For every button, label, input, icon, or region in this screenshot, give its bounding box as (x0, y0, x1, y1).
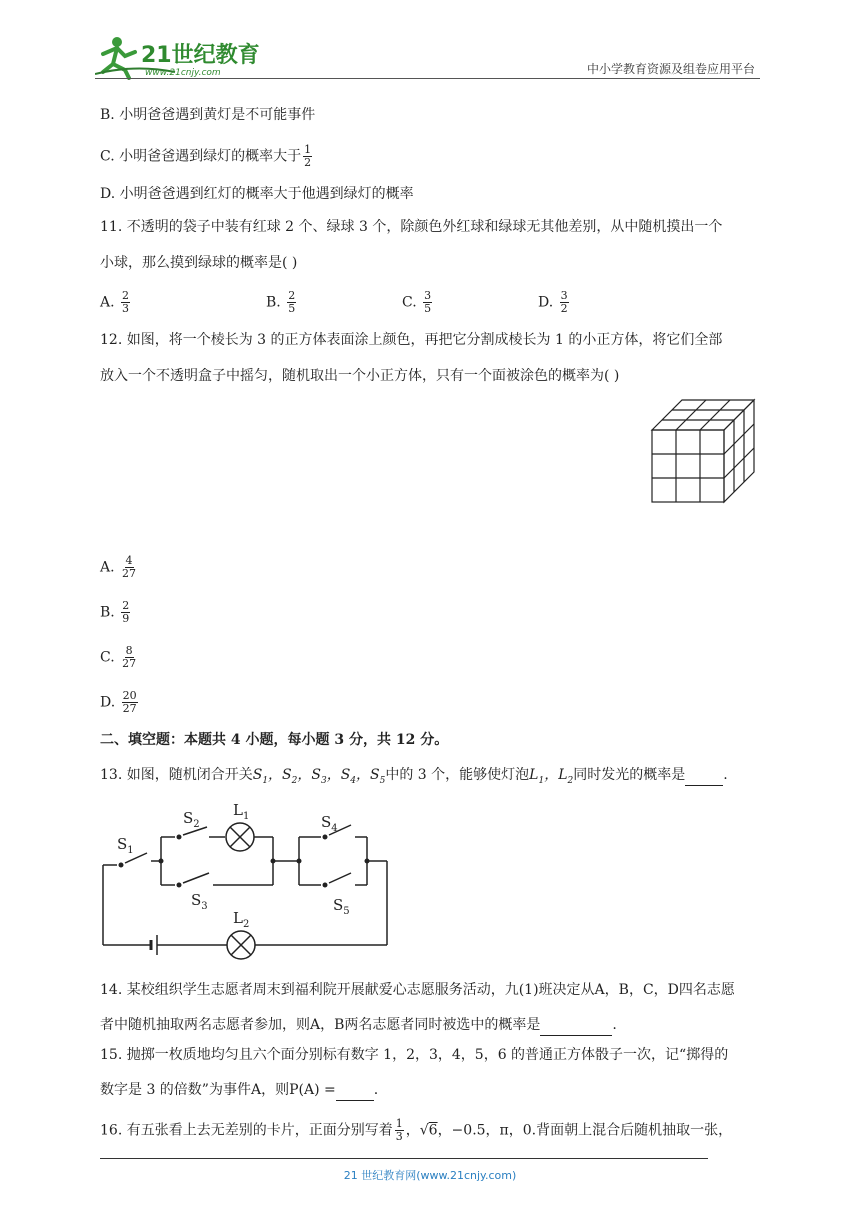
header-divider (95, 78, 760, 79)
q10-option-d: D. 小明爸爸遇到红灯的概率大于他遇到绿灯的概率 (100, 186, 414, 202)
circuit-diagram (95, 795, 395, 965)
q11-option-a: A. $\frac{2}{3}$ (100, 289, 130, 315)
q10-option-b: B. 小明爸爸遇到黄灯是不可能事件 (100, 107, 316, 123)
q15-text-1: 15. 抛掷一枚质地均匀且六个面分别标有数字 1，2，3，4，5，6 的普通正方体骰子一次，记“掷得的 (100, 1047, 729, 1063)
q11-option-b: B. $\frac{2}{5}$ (266, 289, 296, 315)
q10-option-c: C. 小明爸爸遇到绿灯的概率大于 $\frac{1}{2}$ (100, 143, 312, 169)
footer-text: 21 世纪教育网(www.21cnjy.com) (343, 1169, 517, 1182)
q12-option-b: B. $\frac{2}{9}$ (100, 599, 130, 625)
q12-option-c: C. $\frac{8}{27}$ (100, 644, 137, 670)
logo-url: www.21cnjy.com (145, 68, 221, 78)
svg-text:S3: $S_3$ (191, 891, 208, 912)
q14-text-1: 14. 某校组织学生志愿者周末到福利院开展献爱心志愿服务活动，九(1)班决定从A，B，C，D四名志愿 (100, 982, 735, 998)
section-heading: 二、填空题：本题共 4 小题，每小题 3 分，共 12 分。 (100, 732, 449, 748)
logo-text: 21世纪教育 (141, 43, 260, 68)
logo (95, 34, 270, 80)
cube-figure (648, 396, 760, 504)
footer-divider (100, 1158, 708, 1159)
q15-text-2: 数字是 3 的倍数”为事件A，则P(A) = . (100, 1080, 378, 1101)
q12-option-d: D. $\frac{20}{27}$ (100, 689, 137, 715)
svg-text:S1: $S_1$ (117, 835, 134, 856)
q11-option-c: C. $\frac{3}{5}$ (402, 289, 432, 315)
svg-text:L1: $L_1$ (233, 801, 250, 822)
fraction: $\frac{1}{2}$ (304, 143, 312, 169)
q12-text-2: 放入一个不透明盒子中摇匀，随机取出一个小正方体，只有一个面被涂色的概率为( ) (100, 368, 620, 384)
svg-text:S2: $S_2$ (183, 809, 200, 830)
q16-text: 16. 有五张看上去无差别的卡片，正面分别写着 $\frac{1}{3}$ ，√6，−0.5，π，0.背面朝上混合后随机抽取一张， (100, 1117, 733, 1143)
q14-text-2: 者中随机抽取两名志愿者参加，则A，B两名志愿者同时被选中的概率是 . (100, 1015, 617, 1036)
svg-text:S5: $S_5$ (333, 896, 350, 917)
q12-option-a: A. $\frac{4}{27}$ (100, 554, 137, 580)
svg-text:S4: $S_4$ (321, 813, 338, 834)
q13-text: 13. 如图，随机闭合开关$S_1$，$S_2$，$S_3$，$S_4$，$S_5$中的 3 个，能够使灯泡$L_1$，$L_2$同时发光的概率是 . (100, 767, 728, 786)
q11-text-1: 11. 不透明的袋子中装有红球 2 个、绿球 3 个，除颜色外红球和绿球无其他差别，从中随机摸出一个 (100, 219, 723, 235)
platform-title: 中小学教育资源及组卷应用平台 (586, 62, 755, 76)
svg-text:L2: $L_2$ (233, 909, 250, 930)
q11-text-2: 小球，那么摸到绿球的概率是( ) (100, 255, 298, 271)
sqrt-symbol: √ (419, 1122, 429, 1139)
q11-option-d: D. $\frac{3}{2}$ (538, 289, 568, 315)
q12-text-1: 12. 如图，将一个棱长为 3 的正方体表面涂上颜色，再把它分割成棱长为 1 的小正方体，将它们全部 (100, 332, 723, 348)
